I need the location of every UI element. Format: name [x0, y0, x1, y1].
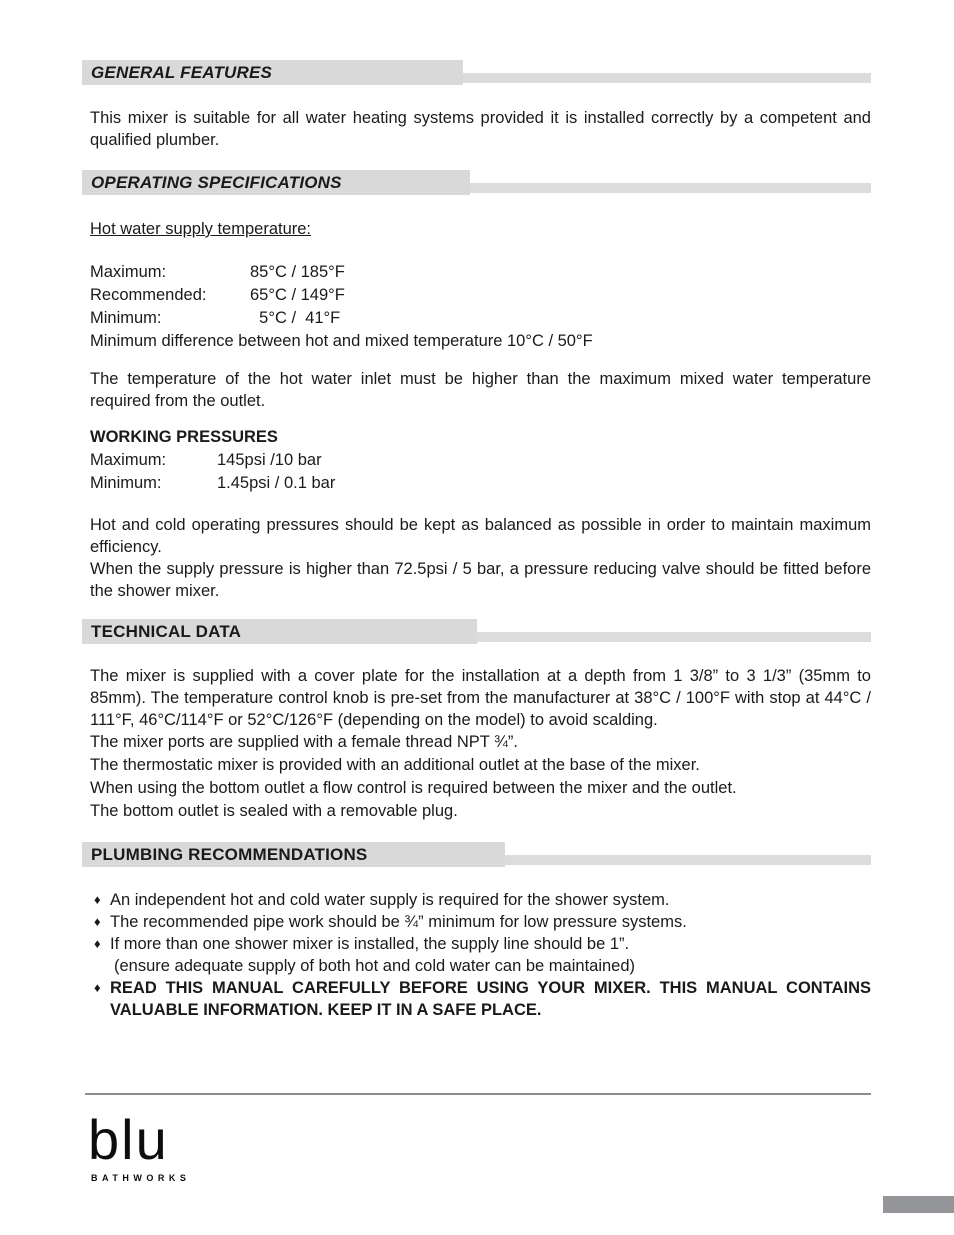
temperature-label: Recommended: — [90, 286, 207, 304]
inlet-temperature-note: The temperature of the hot water inlet must be higher than the maximum mixed water temperature required from the outlet. — [90, 370, 871, 410]
pressure-row-minimum — [90, 472, 871, 495]
bathworks-logo-subtext: BATHWORKS — [91, 1173, 191, 1183]
bullet-text: If more than one shower mixer is installed, the supply line should be 1”. — [110, 935, 630, 953]
technical-data-lines — [90, 731, 871, 823]
hot-water-supply-subheading: Hot water supply temperature: — [90, 220, 312, 238]
technical-data-heading-bar — [82, 619, 477, 644]
operating-specifications-heading-bar — [82, 170, 470, 195]
blu-bathworks-logo — [88, 1108, 191, 1183]
technical-data-paragraph: The mixer is supplied with a cover plate for the installation at a depth from 1 3/8” to 3 1/3” (35mm to 85mm). The temperature control knob is pre-set from the manufacturer at 38°C / 100°F with stop at 44°C / 111°F, 46°C/114°F or 52°C/126°F (depending on the model) to avoid scalding. — [90, 667, 871, 729]
technical-line-ports: The mixer ports are supplied with a female thread NPT ¾”. — [90, 733, 518, 751]
pressure-label: Maximum: — [90, 451, 167, 469]
plumbing-bullet-list — [90, 889, 871, 1021]
page-content — [90, 60, 871, 1021]
heading-bar-tail — [505, 855, 871, 865]
technical-line-flow-control: When using the bottom outlet a flow control is required between the mixer and the outlet. — [90, 779, 737, 797]
bullet-pipe-work — [90, 911, 871, 933]
heading-bar-tail — [477, 632, 871, 642]
plumbing-recommendations-heading-label: PLUMBING RECOMMENDATIONS — [91, 844, 368, 864]
heading-bar-tail — [470, 183, 871, 193]
bullet-independent-supply — [90, 889, 871, 911]
working-pressures-heading: WORKING PRESSURES — [90, 428, 278, 446]
temperature-spec-table — [90, 261, 871, 353]
bullet-text-bold: READ THIS MANUAL CAREFULLY BEFORE USING YOUR MIXER. THIS MANUAL CONTAINS VALUABLE INFORMATION. KEEP IT IN A SAFE PLACE. — [110, 979, 871, 1019]
temperature-row-minimum — [90, 307, 871, 330]
pressure-reducing-valve-note: When the supply pressure is higher than 72.5psi / 5 bar, a pressure reducing valve should be fitted before the shower mixer. — [90, 560, 871, 600]
section-heading-general-features — [82, 60, 871, 85]
general-features-heading-bar — [82, 60, 463, 85]
section-heading-operating-specifications — [82, 170, 871, 195]
pressure-value: 1.45psi / 0.1 bar — [217, 474, 336, 492]
pressure-spec-table — [90, 449, 871, 495]
plumbing-recommendations-heading-bar — [82, 842, 505, 867]
pressure-label: Minimum: — [90, 474, 162, 492]
pressure-balance-note: Hot and cold operating pressures should be kept as balanced as possible in order to maintain maximum efficiency. — [90, 516, 871, 556]
heading-bar-tail — [463, 73, 871, 83]
diamond-bullet-icon: ♦ — [94, 892, 101, 907]
bullet-text: An independent hot and cold water supply is required for the shower system. — [110, 891, 670, 909]
bullet-read-manual — [90, 977, 871, 1021]
section-heading-plumbing-recommendations — [82, 842, 871, 867]
temperature-value: 65°C / 149°F — [250, 286, 345, 304]
diamond-bullet-icon: ♦ — [94, 980, 101, 995]
page-number-block — [883, 1196, 954, 1213]
temperature-value: 85°C / 185°F — [250, 263, 345, 281]
pressure-value: 145psi /10 bar — [217, 451, 322, 469]
blu-logo-wordmark: blu — [88, 1108, 169, 1171]
footer-divider-line — [85, 1093, 871, 1095]
general-features-heading-label: GENERAL FEATURES — [91, 62, 273, 82]
technical-data-heading-label: TECHNICAL DATA — [91, 621, 242, 641]
diamond-bullet-icon: ♦ — [94, 936, 101, 951]
temperature-row-recommended — [90, 284, 871, 307]
bullet-text: The recommended pipe work should be ¾” minimum for low pressure systems. — [110, 913, 687, 931]
temperature-label: Minimum: — [90, 309, 162, 327]
operating-specifications-heading-label: OPERATING SPECIFICATIONS — [91, 172, 342, 192]
minimum-difference-note: Minimum difference between hot and mixed temperature 10°C / 50°F — [90, 332, 593, 350]
bullet-supply-line-continuation: (ensure adequate supply of both hot and cold water can be maintained) — [114, 957, 636, 975]
pressure-row-maximum — [90, 449, 871, 472]
temperature-value: 5°C / 41°F — [250, 309, 341, 327]
bullet-supply-line — [90, 933, 871, 955]
technical-line-removable-plug: The bottom outlet is sealed with a removable plug. — [90, 802, 458, 820]
diamond-bullet-icon: ♦ — [94, 914, 101, 929]
technical-line-additional-outlet: The thermostatic mixer is provided with an additional outlet at the base of the mixer. — [90, 756, 700, 774]
temperature-label: Maximum: — [90, 263, 167, 281]
general-features-intro: This mixer is suitable for all water heating systems provided it is installed correctly by a competent and qualified plumber. — [90, 109, 871, 149]
temperature-row-maximum — [90, 261, 871, 284]
section-heading-technical-data — [82, 619, 871, 644]
